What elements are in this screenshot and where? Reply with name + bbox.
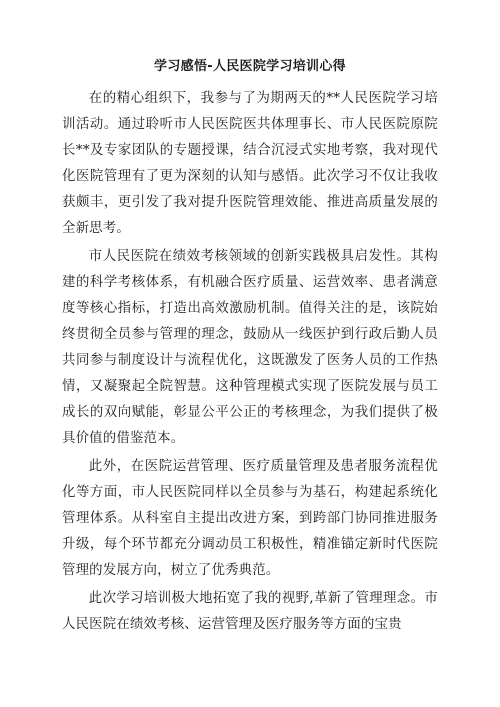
document-title: 学习感悟-人民医院学习培训心得 bbox=[154, 59, 346, 74]
paragraph-4: 此次学习培训极大地拓宽了我的视野,革新了管理理念。市人民医院在绩效考核、运营管理及医疗服务等方面的宝贵 bbox=[62, 591, 438, 632]
document-page bbox=[62, 58, 438, 640]
paragraph-1: 在的精心组织下，我参与了为期两天的**人民医院学习培训活动。通过聆听市人民医院医共体理事长、市人民医院原院长**及专家团队的专题授课，结合沉浸式实地考察，我对现代化医院管理有了更为深刻的认知与感悟。此次学习不仅让我收获颇丰，更引发了我对提升医院管理效能、推进高质量发展的全新思考。 bbox=[62, 91, 438, 236]
paragraph-2: 市人民医院在绩效考核领域的创新实践极具启发性。其构建的科学考核体系，有机融合医疗质量、运营效率、患者满意度等核心指标，打造出高效激励机制。值得关注的是，该院始终贯彻全员参与管理的理念，鼓励从一线医护到行政后勤人员共同参与制度设计与流程优化，这既激发了医务人员的工作热情，又凝聚起全院智慧。这种管理模式实现了医院发展与员工成长的双向赋能，彰显公平公正的考核理念，为我们提供了极具价值的借鉴范本。 bbox=[62, 249, 438, 446]
paragraph-3: 此外，在医院运营管理、医疗质量管理及患者服务流程优化等方面，市人民医院同样以全员参与为基石，构建起系统化管理体系。从科室自主提出改进方案，到跨部门协同推进服务升级，每个环节都充分调动员工积极性，精准锚定新时代医院管理的发展方向，树立了优秀典范。 bbox=[62, 459, 438, 578]
